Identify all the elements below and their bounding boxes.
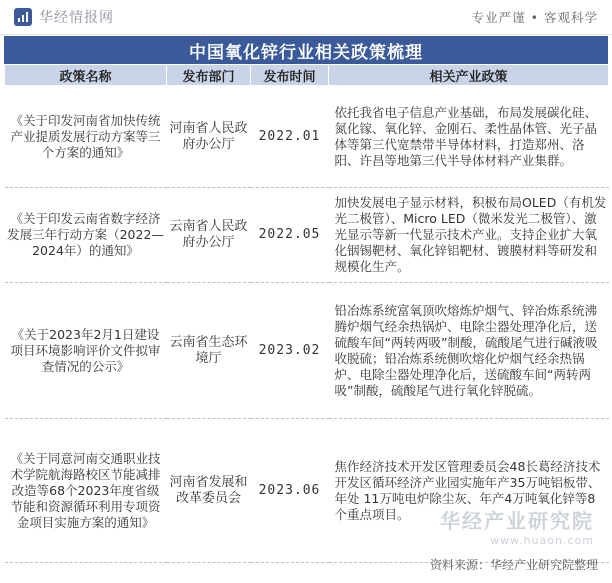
date-cell: 2022.05 [251, 188, 329, 283]
table-header-row [5, 65, 609, 86]
header-bar [0, 0, 612, 35]
policy-table [4, 64, 609, 563]
chart-logo-icon [14, 8, 32, 26]
date-cell: 2023.02 [251, 283, 329, 419]
date-cell: 2023.06 [251, 419, 329, 563]
slogan: 专业严谨 • 客观科学 [471, 10, 598, 25]
watermark-title: 华经产业研究院 [440, 509, 594, 533]
date-cell: 2022.01 [251, 86, 329, 188]
policy-name-cell: 《关于2023年2月1日建设项目环境影响评价文件拟审查情况的公示》 [5, 283, 167, 419]
policy-name-cell: 《关于同意河南交通职业技术学院航海路校区节能减排改造等68个2023年度省级节能和资源循环利用专项资金项目实施方案的通知》 [5, 419, 167, 563]
column-header-policy-name: 政策名称 [5, 65, 167, 86]
watermark-url: www.huaon.com [490, 534, 594, 547]
policy-content-cell: 加快发展电子显示材料，积极布局OLED（有机发光二极管）、Micro LED（微米发光二极管）、激光显示等新一代显示技术产业。支持企业扩大氧化铟锡靶材、氧化锌铝靶材、镀膜材料等研发和规模化生产。 [329, 188, 609, 283]
policy-content-cell: 铅冶炼系统富氧顶吹熔炼炉烟气、锌冶炼系统沸腾炉烟气经余热锅炉、电除尘器处理净化后，送硫酸车间“两转两吸”制酸，硫酸尾气进行碱液吸收脱硫；铅冶炼系统侧吹熔化炉烟气经余热锅炉、电除尘器处理净化后，送硫酸车间“两转两吸”制酸，硫酸尾气进行氧化锌脱硫。 [329, 283, 609, 419]
policy-content-cell: 依托我省电子信息产业基础，布局发展碳化硅、氮化镓、氧化锌、金刚石、柔性晶体管、光子晶体等第三代宽禁带半导体材料，打造郑州、洛阳、许昌等地第三代半导体材料产业集群。 [329, 86, 609, 188]
column-header-department: 发布部门 [167, 65, 251, 86]
department-cell: 云南省生态环境厅 [167, 283, 251, 419]
column-header-related-policy: 相关产业政策 [329, 65, 609, 86]
policy-name-cell: 《关于印发云南省数字经济发展三年行动方案（2022—2024年）的通知》 [5, 188, 167, 283]
brand[interactable] [14, 7, 114, 27]
department-cell: 河南省发展和改革委员会 [167, 419, 251, 563]
table-row [5, 188, 609, 283]
table-row [5, 86, 609, 188]
table-row [5, 283, 609, 419]
brand-name: 华经情报网 [39, 10, 114, 26]
column-header-date: 发布时间 [251, 65, 329, 86]
table-title: 中国氧化锌行业相关政策梳理 [4, 36, 608, 64]
source-note: 资料来源：华经产业研究院整理 [429, 558, 598, 572]
policy-name-cell: 《关于印发河南省加快传统产业提质发展行动方案等三个方案的通知》 [5, 86, 167, 188]
policy-content-cell: 焦作经济技术开发区管理委员会48长葛经济技术开发区循环经济产业园实施年产35万吨铝板带、年处 11万吨电炉除尘灰、年产4万吨氧化锌等8个重点项目。 [329, 419, 609, 563]
department-cell: 河南省人民政府办公厅 [167, 86, 251, 188]
table-row [5, 419, 609, 563]
department-cell: 云南省人民政府办公厅 [167, 188, 251, 283]
